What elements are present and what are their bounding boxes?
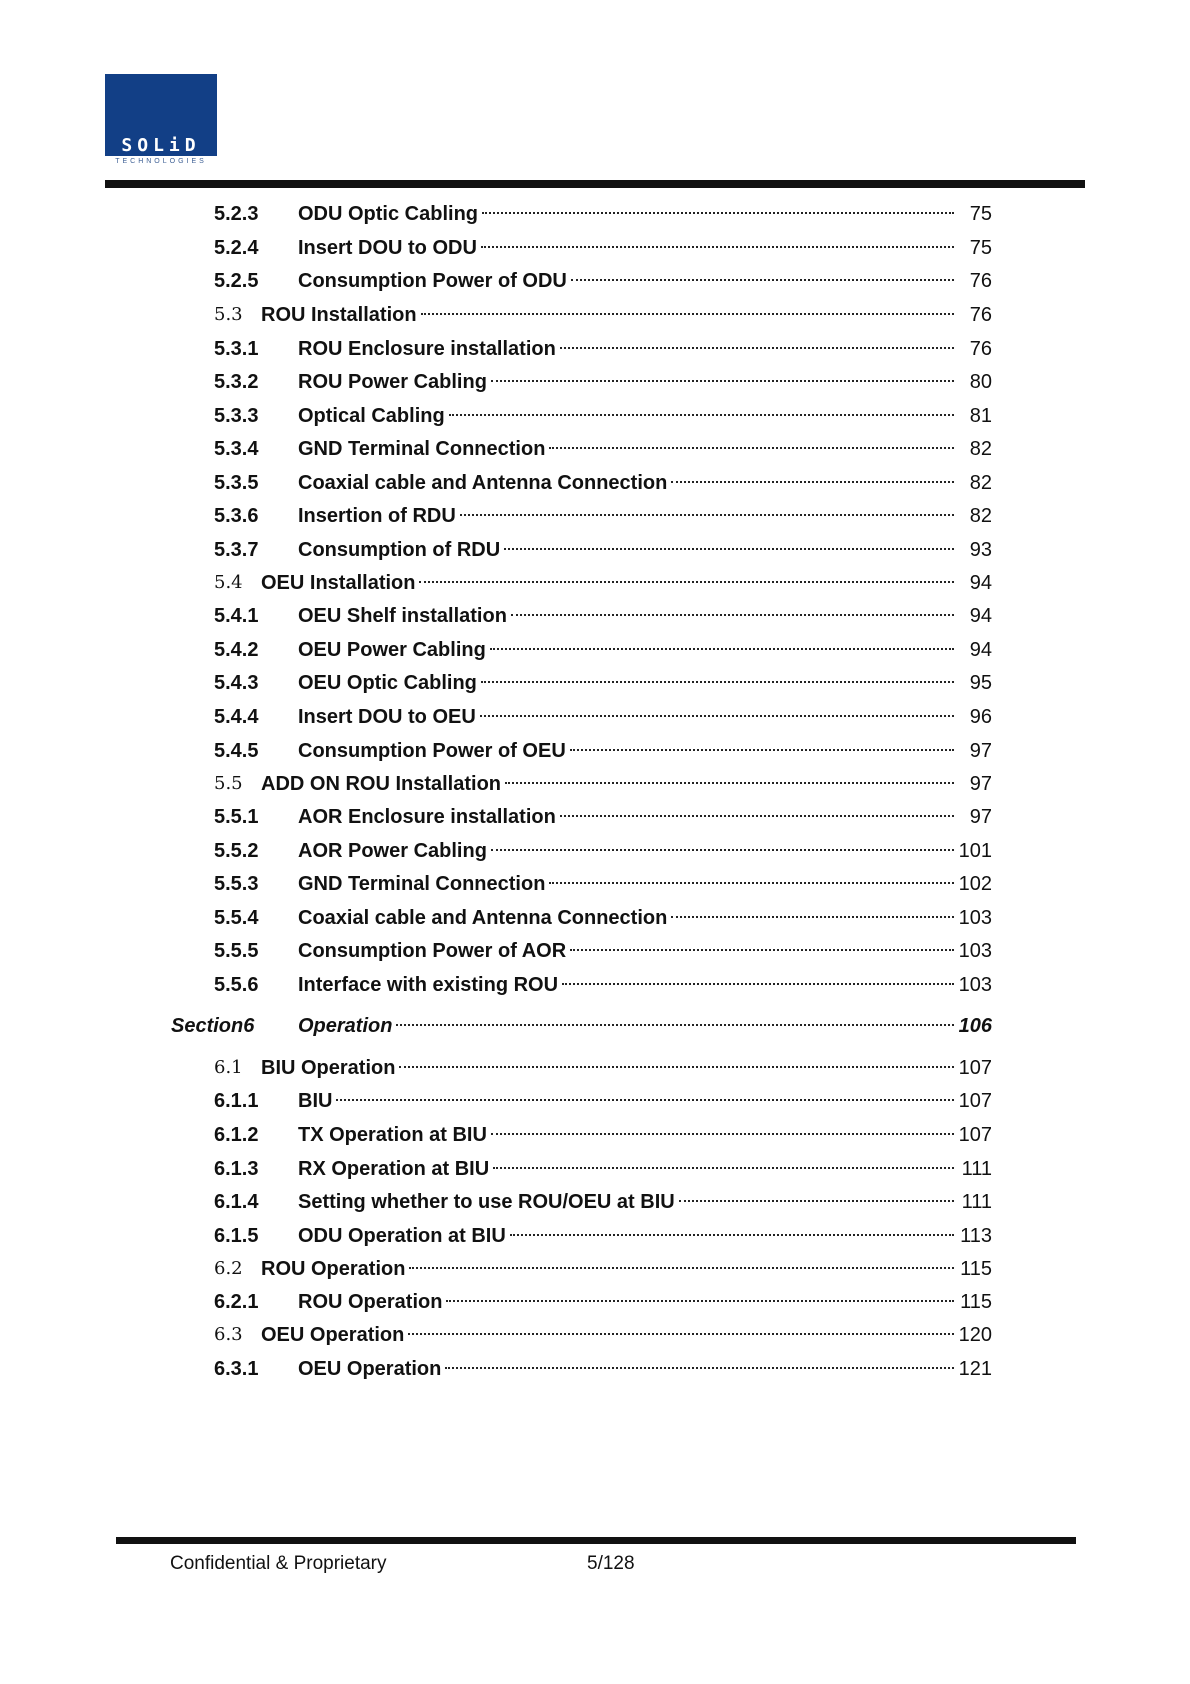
toc-entry-line — [298, 871, 992, 897]
toc-entry-title: Insert DOU to OEU — [298, 706, 476, 728]
toc-entry-page: 94 — [969, 639, 992, 661]
toc-entry-page: 75 — [969, 203, 992, 225]
toc-dot-leader — [560, 347, 954, 349]
toc-entry-title: Interface with existing ROU — [298, 974, 559, 996]
toc-entry[interactable] — [0, 201, 1190, 227]
toc-dot-leader — [336, 1099, 954, 1101]
toc-entry-number: 6.2 — [214, 1258, 243, 1279]
toc-entry-number: 6.1.2 — [214, 1124, 259, 1146]
toc-entry-line — [298, 637, 992, 663]
toc-entry-number: 5.3.6 — [214, 505, 259, 527]
toc-entry-page: 81 — [969, 405, 992, 427]
toc-entry-number: 5.5 — [214, 773, 243, 794]
toc-entry[interactable] — [0, 1013, 1190, 1039]
toc-dot-leader — [409, 1267, 954, 1269]
toc-entry[interactable] — [0, 1156, 1190, 1182]
toc-entry-page: 80 — [969, 371, 992, 393]
toc-entry[interactable] — [0, 369, 1190, 395]
toc-entry-page: 95 — [969, 672, 992, 694]
toc-entry-line — [298, 403, 992, 429]
toc-entry-line — [298, 1013, 992, 1039]
toc-entry-page: 97 — [969, 806, 992, 828]
toc-entry-line — [298, 537, 992, 563]
toc-entry-title: TX Operation at BIU — [298, 1124, 487, 1146]
toc-entry-title: GND Terminal Connection — [298, 873, 546, 895]
toc-dot-leader — [504, 548, 954, 550]
toc-entry-line — [298, 470, 992, 496]
toc-entry-line — [298, 201, 992, 227]
toc-entry[interactable] — [0, 470, 1190, 496]
toc-dot-leader — [481, 246, 954, 248]
footer-divider — [116, 1537, 1076, 1544]
toc-entry-title: AOR Enclosure installation — [298, 806, 556, 828]
toc-dot-leader — [570, 749, 954, 751]
toc-entry-title: ROU Power Cabling — [298, 371, 487, 393]
toc-entry[interactable] — [0, 336, 1190, 362]
toc-dot-leader — [560, 815, 954, 817]
toc-entry-title: Operation — [298, 1015, 393, 1037]
toc-entry-number: Section6 — [171, 1015, 255, 1037]
toc-entry-number: 5.3.2 — [214, 371, 259, 393]
toc-entry-number: 6.1.1 — [214, 1090, 259, 1112]
toc-dot-leader — [396, 1024, 954, 1026]
toc-entry-page: 121 — [958, 1358, 992, 1380]
toc-dot-leader — [490, 648, 954, 650]
toc-entry-number: 5.3.7 — [214, 539, 259, 561]
toc-entry-number: 5.2.4 — [214, 237, 259, 259]
toc-dot-leader — [570, 949, 954, 951]
toc-entry-number: 5.3.1 — [214, 338, 259, 360]
toc-entry-page: 82 — [969, 472, 992, 494]
toc-entry-title: OEU Shelf installation — [298, 605, 507, 627]
toc-entry-title: OEU Installation — [261, 572, 416, 594]
toc-entry-line — [298, 704, 992, 730]
toc-dot-leader — [491, 849, 954, 851]
toc-entry-page: 103 — [958, 974, 992, 996]
toc-entry-number: 6.1 — [214, 1057, 243, 1078]
toc-entry-page: 111 — [961, 1158, 992, 1180]
toc-entry-title: GND Terminal Connection — [298, 438, 546, 460]
header-divider — [105, 180, 1085, 188]
toc-entry-page: 94 — [969, 605, 992, 627]
toc-dot-leader — [491, 1133, 954, 1135]
toc-entry[interactable] — [0, 503, 1190, 529]
toc-dot-leader — [562, 983, 954, 985]
toc-dot-leader — [679, 1200, 954, 1202]
toc-entry-page: 107 — [958, 1090, 992, 1112]
toc-entry-page: 111 — [961, 1191, 992, 1213]
toc-entry-title: ADD ON ROU Installation — [261, 773, 502, 795]
toc-entry-line — [298, 603, 992, 629]
toc-dot-leader — [449, 414, 954, 416]
toc-dot-leader — [505, 782, 954, 784]
toc-entry-title: ODU Operation at BIU — [298, 1225, 506, 1247]
toc-dot-leader — [493, 1167, 954, 1169]
toc-dot-leader — [421, 313, 954, 315]
toc-entry-number: 6.2.1 — [214, 1291, 259, 1313]
toc-entry-line — [298, 1289, 992, 1315]
toc-dot-leader — [419, 581, 954, 583]
toc-entry[interactable] — [0, 235, 1190, 261]
toc-entry-title: OEU Operation — [298, 1358, 442, 1380]
toc-entry-page: 113 — [960, 1225, 992, 1247]
toc-dot-leader — [671, 481, 954, 483]
toc-entry[interactable] — [0, 302, 1190, 328]
toc-entry[interactable] — [0, 972, 1190, 998]
toc-dot-leader — [549, 882, 954, 884]
toc-entry-page: 101 — [958, 840, 992, 862]
toc-dot-leader — [480, 715, 954, 717]
toc-entry-title: Consumption Power of ODU — [298, 270, 567, 292]
toc-dot-leader — [482, 212, 954, 214]
toc-entry-number: 5.4.4 — [214, 706, 259, 728]
toc-entry-title: RX Operation at BIU — [298, 1158, 490, 1180]
toc-entry-number: 5.5.2 — [214, 840, 259, 862]
toc-entry-line — [298, 938, 992, 964]
toc-entry[interactable] — [0, 1256, 1190, 1282]
toc-entry-title: Consumption of RDU — [298, 539, 501, 561]
toc-entry-page: 76 — [969, 304, 992, 326]
toc-entry-line — [298, 1189, 992, 1215]
toc-dot-leader — [408, 1333, 954, 1335]
toc-entry-page: 82 — [969, 505, 992, 527]
toc-entry-title: ROU Operation — [298, 1291, 443, 1313]
toc-entry-page: 94 — [969, 572, 992, 594]
toc-entry-line — [298, 670, 992, 696]
toc-entry[interactable] — [0, 838, 1190, 864]
toc-entry-line — [298, 1088, 992, 1114]
toc-entry[interactable] — [0, 1356, 1190, 1382]
toc-entry-page: 115 — [960, 1291, 992, 1313]
toc-entry-number: 5.5.3 — [214, 873, 259, 895]
company-logo — [105, 74, 217, 170]
toc-entry-title: OEU Operation — [261, 1324, 405, 1346]
toc-entry-page: 82 — [969, 438, 992, 460]
toc-entry-title: Consumption Power of AOR — [298, 940, 567, 962]
toc-dot-leader — [399, 1066, 954, 1068]
toc-dot-leader — [460, 514, 954, 516]
toc-entry[interactable] — [0, 704, 1190, 730]
toc-entry-number: 6.3 — [214, 1324, 243, 1345]
toc-entry[interactable] — [0, 1122, 1190, 1148]
toc-entry-title: ROU Installation — [261, 304, 417, 326]
toc-entry-title: Coaxial cable and Antenna Connection — [298, 472, 668, 494]
toc-entry-number: 5.2.5 — [214, 270, 259, 292]
toc-entry-title: Consumption Power of OEU — [298, 740, 566, 762]
logo-brand: SOLiD — [121, 135, 201, 156]
toc-dot-leader — [481, 681, 954, 683]
toc-entry-line — [298, 838, 992, 864]
toc-entry[interactable] — [0, 537, 1190, 563]
toc-entry[interactable] — [0, 637, 1190, 663]
toc-entry-title: Insert DOU to ODU — [298, 237, 477, 259]
toc-entry-line — [298, 1223, 992, 1249]
toc-entry-page: 97 — [969, 740, 992, 762]
toc-entry-title: OEU Optic Cabling — [298, 672, 477, 694]
toc-dot-leader — [491, 380, 954, 382]
toc-entry-number: 5.4.3 — [214, 672, 259, 694]
toc-entry-page: 76 — [969, 338, 992, 360]
toc-entry-line — [298, 436, 992, 462]
toc-entry-line — [298, 738, 992, 764]
toc-dot-leader — [549, 447, 954, 449]
toc-entry[interactable] — [0, 570, 1190, 596]
toc-entry-title: BIU Operation — [261, 1057, 396, 1079]
toc-entry-page: 115 — [960, 1258, 992, 1280]
toc-entry-page: 93 — [969, 539, 992, 561]
toc-entry-page: 120 — [958, 1324, 992, 1346]
toc-entry[interactable] — [0, 603, 1190, 629]
toc-dot-leader — [446, 1300, 954, 1302]
toc-entry[interactable] — [0, 938, 1190, 964]
toc-entry[interactable] — [0, 436, 1190, 462]
toc-entry-line — [298, 336, 992, 362]
toc-entry-title: AOR Power Cabling — [298, 840, 487, 862]
toc-dot-leader — [511, 614, 954, 616]
toc-entry-number: 6.1.5 — [214, 1225, 259, 1247]
toc-entry-number: 5.3.3 — [214, 405, 259, 427]
toc-entry[interactable] — [0, 1055, 1190, 1081]
footer-confidential: Confidential & Proprietary — [170, 1553, 387, 1574]
toc-entry-number: 6.1.4 — [214, 1191, 259, 1213]
toc-entry[interactable] — [0, 403, 1190, 429]
toc-entry[interactable] — [0, 1189, 1190, 1215]
toc-entry-title: Coaxial cable and Antenna Connection — [298, 907, 668, 929]
toc-entry[interactable] — [0, 268, 1190, 294]
toc-entry-line — [261, 771, 992, 797]
toc-entry-line — [298, 369, 992, 395]
toc-entry-line — [298, 905, 992, 931]
toc-entry-line — [261, 302, 992, 328]
toc-entry-number: 5.3.5 — [214, 472, 259, 494]
toc-entry-number: 6.3.1 — [214, 1358, 259, 1380]
toc-entry[interactable] — [0, 1322, 1190, 1348]
toc-entry-line — [298, 1122, 992, 1148]
toc-entry-page: 103 — [958, 940, 992, 962]
toc-entry-line — [261, 570, 992, 596]
toc-entry-title: OEU Power Cabling — [298, 639, 486, 661]
toc-entry-title: Setting whether to use ROU/OEU at BIU — [298, 1191, 675, 1213]
toc-entry-line — [298, 972, 992, 998]
toc-entry-title: ODU Optic Cabling — [298, 203, 478, 225]
toc-entry-title: ROU Operation — [261, 1258, 406, 1280]
toc-dot-leader — [510, 1234, 954, 1236]
toc-entry-line — [298, 1356, 992, 1382]
toc-entry-number: 5.5.4 — [214, 907, 259, 929]
toc-entry[interactable] — [0, 905, 1190, 931]
toc-entry[interactable] — [0, 738, 1190, 764]
toc-entry-number: 5.5.1 — [214, 806, 259, 828]
toc-entry-page: 102 — [958, 873, 992, 895]
toc-entry[interactable] — [0, 1088, 1190, 1114]
toc-entry-page: 75 — [969, 237, 992, 259]
toc-dot-leader — [445, 1367, 954, 1369]
toc-entry-line — [261, 1055, 992, 1081]
toc-entry-number: 6.1.3 — [214, 1158, 259, 1180]
toc-entry-line — [298, 503, 992, 529]
toc-entry-number: 5.5.5 — [214, 940, 259, 962]
toc-entry-line — [298, 268, 992, 294]
footer-page-number: 5/128 — [587, 1553, 635, 1574]
toc-entry-line — [298, 1156, 992, 1182]
toc-entry-page: 106 — [958, 1015, 992, 1037]
toc-entry[interactable] — [0, 670, 1190, 696]
toc-entry-line — [298, 804, 992, 830]
toc-entry-page: 76 — [969, 270, 992, 292]
toc-entry-line — [298, 235, 992, 261]
toc-entry-title: Insertion of RDU — [298, 505, 456, 527]
toc-entry-number: 5.4.1 — [214, 605, 259, 627]
toc-entry-number: 5.5.6 — [214, 974, 259, 996]
toc-entry[interactable] — [0, 1223, 1190, 1249]
toc-entry-number: 5.4.5 — [214, 740, 259, 762]
toc-entry-number: 5.4.2 — [214, 639, 259, 661]
toc-entry-number: 5.2.3 — [214, 203, 259, 225]
toc-entry-title: BIU — [298, 1090, 333, 1112]
toc-entry-number: 5.3.4 — [214, 438, 259, 460]
toc-entry-number: 5.4 — [214, 572, 243, 593]
toc-entry-number: 5.3 — [214, 304, 243, 325]
toc-entry-page: 103 — [958, 907, 992, 929]
toc-entry-page: 96 — [969, 706, 992, 728]
toc-entry-line — [261, 1322, 992, 1348]
toc-entry[interactable] — [0, 771, 1190, 797]
toc-entry-page: 107 — [958, 1057, 992, 1079]
toc-entry[interactable] — [0, 871, 1190, 897]
toc-dot-leader — [571, 279, 954, 281]
toc-entry-page: 97 — [969, 773, 992, 795]
toc-entry[interactable] — [0, 804, 1190, 830]
toc-entry-line — [261, 1256, 992, 1282]
toc-entry[interactable] — [0, 1289, 1190, 1315]
toc-entry-title: Optical Cabling — [298, 405, 445, 427]
toc-entry-title: ROU Enclosure installation — [298, 338, 556, 360]
toc-entry-page: 107 — [958, 1124, 992, 1146]
toc-dot-leader — [671, 916, 954, 918]
logo-sub: TECHNOLOGIES — [115, 158, 207, 165]
